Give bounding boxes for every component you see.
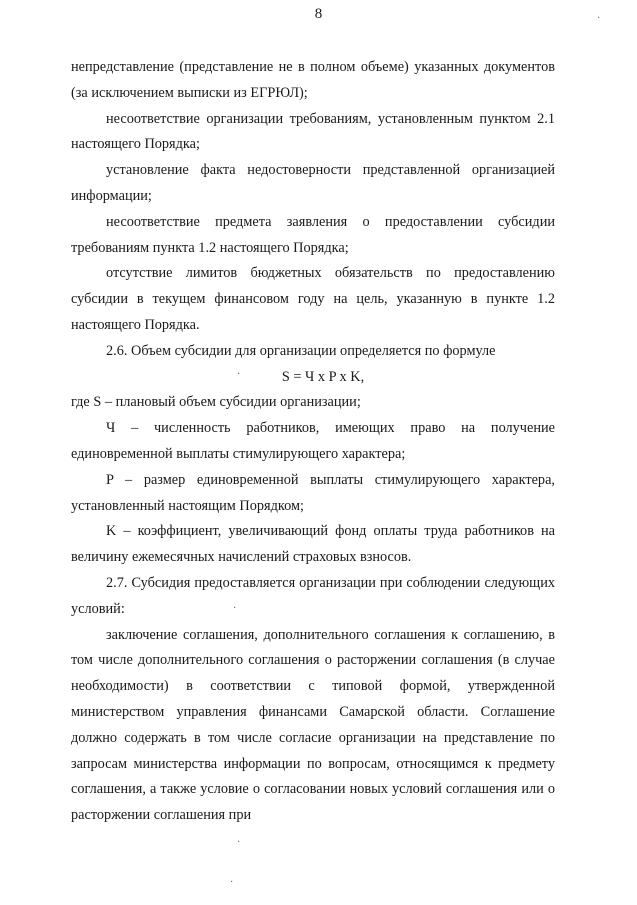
paragraph-requirements-mismatch: несоответствие организации требованиям, установленным пунктом 2.1 настоящего Порядка;	[71, 110, 555, 153]
scan-speck: ·	[597, 13, 601, 24]
paragraph-false-information: установление факта недостоверности представленной организацией информации;	[71, 162, 555, 204]
paragraph-agreement-conditions: заключение соглашения, дополнительного соглашения к соглашению, в том числе дополнительного соглашения о расторжении соглашения (в случае необходимости) в соответствии с типовой формой, утвержденной министерством управления финансами Самарской области. Соглашение должно содержать в том числе согласие организации на представление по запросам министерства информации по вопросам, относящимся к предмету соглашения, а также условие о согласовании новых условий соглашения или о расторжении соглашения при	[71, 626, 555, 824]
definition-s: где S – плановый объем субсидии организации;	[71, 394, 361, 411]
definition-p: P – размер единовременной выплаты стимулирующего характера, установленный настоящим Порядком;	[71, 471, 555, 514]
paragraph-no-budget-limits: отсутствие лимитов бюджетных обязательств по предоставлению субсидии в текущем финансовом году на цель, указанную в пункте 1.2 настоящего Порядка.	[71, 265, 555, 333]
paragraph-subject-mismatch: несоответствие предмета заявления о предоставлении субсидии требованиям пункта 1.2 настоящего Порядка;	[71, 213, 555, 256]
scan-speck: ·	[230, 877, 234, 888]
scan-speck: ·	[237, 369, 241, 380]
paragraph-documents-missing: непредставление (представление не в полном объеме) указанных документов (за исключением выписки из ЕГРЮЛ);	[71, 59, 555, 101]
scan-speck: ·	[237, 837, 241, 848]
page-number: 8	[314, 6, 323, 22]
definition-ch: Ч – численность работников, имеющих право на получение единовременной выплаты стимулирующего характера;	[71, 420, 555, 462]
paragraph-section-2-7: 2.7. Субсидия предоставляется организации при соблюдении следующих условий:	[71, 574, 555, 617]
subsidy-formula: S = Ч x P x K,	[281, 368, 365, 385]
document-body	[71, 55, 555, 829]
scan-speck: ·	[233, 603, 237, 614]
paragraph-section-2-6: 2.6. Объем субсидии для организации определяется по формуле	[106, 342, 496, 359]
definition-k: K – коэффициент, увеличивающий фонд оплаты труда работников на величину ежемесячных начислений страховых взносов.	[71, 523, 555, 566]
